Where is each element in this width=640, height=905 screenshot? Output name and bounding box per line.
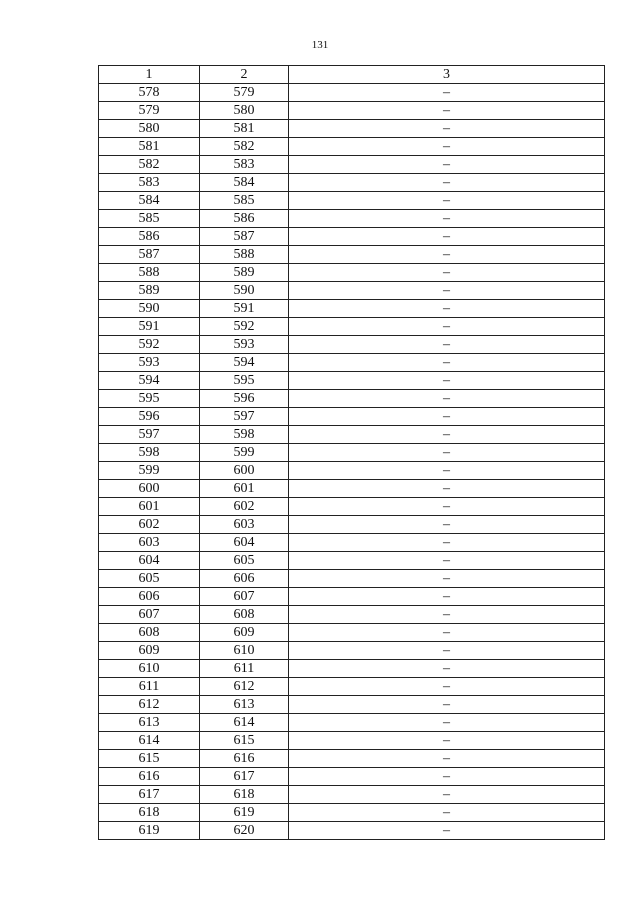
table-cell-col3: – bbox=[289, 390, 605, 408]
table-row bbox=[99, 624, 605, 642]
table-cell-col1: 604 bbox=[99, 552, 200, 570]
table-cell-col1: 596 bbox=[99, 408, 200, 426]
table-cell-col2: 606 bbox=[200, 570, 289, 588]
table-cell-col3: – bbox=[289, 102, 605, 120]
table-cell-col1: 612 bbox=[99, 696, 200, 714]
table-cell-col3: – bbox=[289, 210, 605, 228]
table-cell-col3: – bbox=[289, 462, 605, 480]
table-cell-col1: 593 bbox=[99, 354, 200, 372]
table-cell-col3: – bbox=[289, 786, 605, 804]
data-table bbox=[98, 65, 605, 840]
table-cell-col1: 588 bbox=[99, 264, 200, 282]
table-cell-col2: 579 bbox=[200, 84, 289, 102]
table-row bbox=[99, 120, 605, 138]
table-cell-col2: 610 bbox=[200, 642, 289, 660]
table-row bbox=[99, 336, 605, 354]
table-row bbox=[99, 660, 605, 678]
table-row bbox=[99, 300, 605, 318]
table-cell-col3: – bbox=[289, 264, 605, 282]
table-cell-col1: 587 bbox=[99, 246, 200, 264]
table-cell-col3: – bbox=[289, 246, 605, 264]
table-cell-col3: – bbox=[289, 156, 605, 174]
table-cell-col3: – bbox=[289, 678, 605, 696]
table-cell-col2: 594 bbox=[200, 354, 289, 372]
table-cell-col2: 586 bbox=[200, 210, 289, 228]
table-cell-col2: 603 bbox=[200, 516, 289, 534]
table-cell-col3: – bbox=[289, 822, 605, 840]
table-cell-col2: 608 bbox=[200, 606, 289, 624]
header-cell-col2: 2 bbox=[200, 66, 289, 84]
table-cell-col1: 583 bbox=[99, 174, 200, 192]
table-row bbox=[99, 282, 605, 300]
table-cell-col2: 591 bbox=[200, 300, 289, 318]
table-cell-col2: 605 bbox=[200, 552, 289, 570]
table-cell-col3: – bbox=[289, 750, 605, 768]
table-row bbox=[99, 552, 605, 570]
table-cell-col3: – bbox=[289, 534, 605, 552]
table-row bbox=[99, 786, 605, 804]
table-cell-col1: 614 bbox=[99, 732, 200, 750]
table-cell-col3: – bbox=[289, 714, 605, 732]
table-cell-col1: 608 bbox=[99, 624, 200, 642]
table-cell-col2: 613 bbox=[200, 696, 289, 714]
table-row bbox=[99, 102, 605, 120]
table-cell-col3: – bbox=[289, 372, 605, 390]
table-row bbox=[99, 390, 605, 408]
table-row bbox=[99, 750, 605, 768]
table-cell-col1: 590 bbox=[99, 300, 200, 318]
table-cell-col3: – bbox=[289, 570, 605, 588]
table-cell-col3: – bbox=[289, 660, 605, 678]
table-cell-col3: – bbox=[289, 228, 605, 246]
table-cell-col1: 603 bbox=[99, 534, 200, 552]
table-cell-col1: 578 bbox=[99, 84, 200, 102]
table-cell-col1: 601 bbox=[99, 498, 200, 516]
table-cell-col2: 584 bbox=[200, 174, 289, 192]
table-row bbox=[99, 228, 605, 246]
table-cell-col1: 615 bbox=[99, 750, 200, 768]
table-header bbox=[99, 66, 605, 84]
table-cell-col2: 611 bbox=[200, 660, 289, 678]
table-cell-col3: – bbox=[289, 192, 605, 210]
table-cell-col3: – bbox=[289, 552, 605, 570]
table-cell-col1: 589 bbox=[99, 282, 200, 300]
table-cell-col2: 615 bbox=[200, 732, 289, 750]
table-cell-col1: 580 bbox=[99, 120, 200, 138]
table-cell-col2: 580 bbox=[200, 102, 289, 120]
table-cell-col1: 581 bbox=[99, 138, 200, 156]
table-cell-col1: 600 bbox=[99, 480, 200, 498]
table-cell-col2: 600 bbox=[200, 462, 289, 480]
table-row bbox=[99, 588, 605, 606]
table-cell-col2: 616 bbox=[200, 750, 289, 768]
table-cell-col3: – bbox=[289, 84, 605, 102]
table-cell-col2: 598 bbox=[200, 426, 289, 444]
table-cell-col3: – bbox=[289, 138, 605, 156]
table-cell-col3: – bbox=[289, 426, 605, 444]
table-cell-col2: 618 bbox=[200, 786, 289, 804]
table-cell-col1: 586 bbox=[99, 228, 200, 246]
table-cell-col1: 611 bbox=[99, 678, 200, 696]
table-cell-col2: 604 bbox=[200, 534, 289, 552]
table-cell-col1: 617 bbox=[99, 786, 200, 804]
table-cell-col3: – bbox=[289, 804, 605, 822]
table-cell-col2: 597 bbox=[200, 408, 289, 426]
table-cell-col1: 606 bbox=[99, 588, 200, 606]
table-cell-col2: 595 bbox=[200, 372, 289, 390]
table-cell-col1: 616 bbox=[99, 768, 200, 786]
table-cell-col1: 607 bbox=[99, 606, 200, 624]
table-cell-col2: 593 bbox=[200, 336, 289, 354]
table-row bbox=[99, 804, 605, 822]
table-row bbox=[99, 354, 605, 372]
table-cell-col3: – bbox=[289, 444, 605, 462]
table-cell-col3: – bbox=[289, 408, 605, 426]
table-row bbox=[99, 462, 605, 480]
table-cell-col2: 588 bbox=[200, 246, 289, 264]
header-cell-col3: 3 bbox=[289, 66, 605, 84]
table-cell-col2: 587 bbox=[200, 228, 289, 246]
table-row bbox=[99, 642, 605, 660]
table-row bbox=[99, 732, 605, 750]
table-cell-col3: – bbox=[289, 516, 605, 534]
table-cell-col3: – bbox=[289, 318, 605, 336]
table-cell-col1: 595 bbox=[99, 390, 200, 408]
table-row bbox=[99, 678, 605, 696]
table-cell-col3: – bbox=[289, 696, 605, 714]
table-row bbox=[99, 264, 605, 282]
table-row bbox=[99, 84, 605, 102]
table-cell-col1: 609 bbox=[99, 642, 200, 660]
table-cell-col3: – bbox=[289, 174, 605, 192]
table-cell-col3: – bbox=[289, 606, 605, 624]
table-row bbox=[99, 408, 605, 426]
table-row bbox=[99, 174, 605, 192]
table-row bbox=[99, 372, 605, 390]
table-cell-col2: 583 bbox=[200, 156, 289, 174]
table-row bbox=[99, 714, 605, 732]
header-row bbox=[99, 66, 605, 84]
table-row bbox=[99, 498, 605, 516]
table-body bbox=[99, 84, 605, 840]
table-cell-col2: 585 bbox=[200, 192, 289, 210]
page-number: 131 bbox=[311, 39, 329, 51]
table-cell-col2: 607 bbox=[200, 588, 289, 606]
table-cell-col2: 612 bbox=[200, 678, 289, 696]
table-cell-col3: – bbox=[289, 768, 605, 786]
table-cell-col2: 609 bbox=[200, 624, 289, 642]
table-cell-col2: 602 bbox=[200, 498, 289, 516]
table-cell-col2: 581 bbox=[200, 120, 289, 138]
table-cell-col1: 584 bbox=[99, 192, 200, 210]
table-cell-col1: 598 bbox=[99, 444, 200, 462]
table-cell-col3: – bbox=[289, 498, 605, 516]
header-cell-col1: 1 bbox=[99, 66, 200, 84]
table-cell-col1: 579 bbox=[99, 102, 200, 120]
table-cell-col2: 601 bbox=[200, 480, 289, 498]
table-cell-col2: 589 bbox=[200, 264, 289, 282]
table-cell-col2: 582 bbox=[200, 138, 289, 156]
table-cell-col3: – bbox=[289, 336, 605, 354]
table-cell-col2: 614 bbox=[200, 714, 289, 732]
table-cell-col1: 610 bbox=[99, 660, 200, 678]
table-cell-col1: 619 bbox=[99, 822, 200, 840]
table-row bbox=[99, 696, 605, 714]
table-cell-col3: – bbox=[289, 588, 605, 606]
table-row bbox=[99, 516, 605, 534]
table-cell-col3: – bbox=[289, 624, 605, 642]
table-row bbox=[99, 156, 605, 174]
table-cell-col1: 597 bbox=[99, 426, 200, 444]
table-cell-col2: 619 bbox=[200, 804, 289, 822]
table-cell-col3: – bbox=[289, 480, 605, 498]
table-row bbox=[99, 426, 605, 444]
table-cell-col2: 596 bbox=[200, 390, 289, 408]
table-cell-col2: 590 bbox=[200, 282, 289, 300]
table-cell-col1: 594 bbox=[99, 372, 200, 390]
table-row bbox=[99, 480, 605, 498]
table-row bbox=[99, 210, 605, 228]
table-cell-col2: 599 bbox=[200, 444, 289, 462]
table-row bbox=[99, 822, 605, 840]
table-cell-col1: 591 bbox=[99, 318, 200, 336]
table-cell-col2: 592 bbox=[200, 318, 289, 336]
table-cell-col1: 599 bbox=[99, 462, 200, 480]
table-cell-col1: 602 bbox=[99, 516, 200, 534]
table-cell-col2: 620 bbox=[200, 822, 289, 840]
table-row bbox=[99, 246, 605, 264]
table-cell-col1: 618 bbox=[99, 804, 200, 822]
table-cell-col3: – bbox=[289, 642, 605, 660]
table-row bbox=[99, 138, 605, 156]
table-cell-col1: 592 bbox=[99, 336, 200, 354]
table-cell-col1: 582 bbox=[99, 156, 200, 174]
table-cell-col2: 617 bbox=[200, 768, 289, 786]
table-row bbox=[99, 768, 605, 786]
table-cell-col3: – bbox=[289, 354, 605, 372]
table-row bbox=[99, 318, 605, 336]
table-cell-col1: 613 bbox=[99, 714, 200, 732]
table-row bbox=[99, 192, 605, 210]
table-row bbox=[99, 444, 605, 462]
table-cell-col3: – bbox=[289, 300, 605, 318]
table-row bbox=[99, 606, 605, 624]
table-cell-col3: – bbox=[289, 120, 605, 138]
table-cell-col1: 605 bbox=[99, 570, 200, 588]
table-cell-col1: 585 bbox=[99, 210, 200, 228]
table-cell-col3: – bbox=[289, 732, 605, 750]
table-row bbox=[99, 534, 605, 552]
table-row bbox=[99, 570, 605, 588]
table-cell-col3: – bbox=[289, 282, 605, 300]
